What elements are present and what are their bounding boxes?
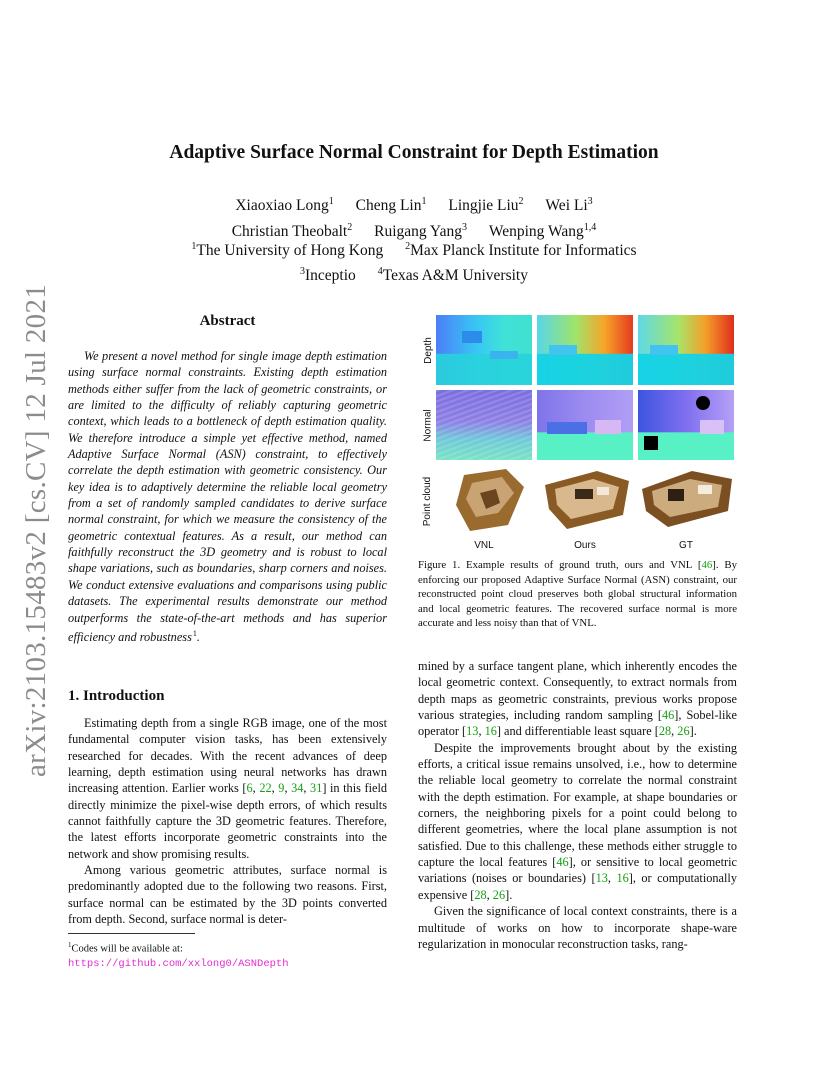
point-cloud-vnl (436, 465, 532, 537)
affiliation: $^4$Texas A&M University (377, 266, 528, 285)
paragraph: mined by a surface tangent plane, which inherently encodes the local geometric context. Consequently, to extract normals from depth maps as geometric constraints, previous works propose various strategies, including random sampling [46], Sobel-like operator [13, 16] and differentiable least square [28, 26]. (418, 659, 737, 739)
author: Xiaoxiao Long$^1$ (235, 196, 334, 215)
citation-link[interactable]: 28 (658, 724, 672, 739)
code-link[interactable]: https://github.com/xxlong0/ASNDepth (68, 957, 289, 970)
citation-link[interactable]: 28 (474, 887, 487, 902)
arxiv-stamp-text: arXiv:2103.15483v2 [cs.CV] 12 Jul 2021 (20, 283, 53, 777)
section-heading: 1. Introduction (68, 688, 165, 704)
paper-title: Adaptive Surface Normal Constraint for Depth Estimation (169, 142, 659, 163)
point-cloud-ours-shape (537, 465, 633, 537)
author: Cheng Lin$^1$ (355, 196, 427, 215)
author: Wei Li$^3$ (545, 196, 593, 215)
citation-link[interactable]: 16 (616, 871, 629, 886)
normal-map-ours (537, 390, 633, 460)
depth-map-gt (638, 315, 734, 385)
citation-link[interactable]: 46 (556, 855, 569, 870)
citation-link[interactable]: 46 (661, 708, 675, 723)
col-label-vnl: VNL (474, 540, 494, 551)
author: Christian Theobalt$^2$ (231, 222, 353, 241)
row-label-normal: Normal (422, 408, 434, 442)
citation-link[interactable]: 26 (492, 887, 506, 902)
point-cloud-ours (537, 465, 633, 537)
citation-link[interactable]: 34 (291, 781, 304, 796)
affiliation: $^3$Inceptio (300, 266, 356, 285)
affiliation-list (0, 236, 828, 286)
citation-link[interactable]: 6 (246, 781, 253, 796)
depth-map-vnl (436, 315, 532, 385)
footnote-rule (68, 933, 195, 934)
paragraph: Given the significance of local context constraints, there is a multitude of works on how to incorporate shape-ware regularization in monocular reconstruction tasks, rang- (418, 904, 737, 951)
citation-link[interactable]: 16 (484, 724, 497, 739)
figure-1 (418, 312, 740, 562)
citation-link[interactable]: 46 (701, 559, 713, 571)
paragraph: Despite the improvements brought about by the existing efforts, a critical issue remains unsolved, i.e., how to determine the reliable local geometry to correlate the normal constraint with the depth estimation. For example, at shape boundaries or corners, the neighboring pixels for a point could belong to different geometries, where the local plane assumption is not satisfied. Due to this challenge, these methods either struggle to capture the local features [46], or sensitive to local geometric variations (noises or boundaries) [13, 16], or computationally expensive [28, 26]. (418, 740, 737, 902)
author: Wenping Wang$^{1,4}$ (488, 222, 597, 241)
normal-map-gt (638, 390, 734, 460)
col-label-ours: Ours (574, 540, 596, 551)
citation-link[interactable]: 13 (595, 871, 608, 886)
author-row (0, 191, 828, 217)
author: Lingjie Liu$^2$ (448, 196, 524, 215)
col-label-gt: GT (679, 540, 693, 551)
depth-map-ours (537, 315, 633, 385)
citation-link[interactable]: 13 (466, 724, 479, 739)
arxiv-stamp (17, 283, 57, 777)
row-label-depth: Depth (422, 336, 434, 364)
normal-map-vnl (436, 390, 532, 460)
citation-link[interactable]: 9 (278, 781, 285, 796)
left-column-body (68, 715, 387, 927)
author: Ruigang Yang$^3$ (374, 222, 467, 241)
point-cloud-gt (638, 465, 734, 537)
paragraph: Among various geometric attributes, surface normal is predominantly adopted due to the following two reasons. First, surface normal can be estimated by the 3D points converted from depth. Second, surface normal is deter- (68, 863, 387, 927)
citation-link[interactable]: 31 (310, 781, 323, 796)
point-cloud-vnl-shape (436, 465, 532, 537)
figure-caption: Figure 1. Example results of ground truth, ours and VNL [46]. By enforcing our proposed Adaptive Surface Normal (ASN) constraint, our reconstructed point cloud preserves both global structural information and local geometric features. The recovered surface normal is more accurate and less noisy than that of VNL. (418, 559, 737, 630)
paragraph: Estimating depth from a single RGB image, one of the most fundamental computer vision tasks, has been extensively researched for decades. With the recent advances of deep learning, depth estimation using neural networks has drawn increasing attention. Earlier works [6, 22, 9, 34, 31] in this field directly minimize the pixel-wise depth errors, of which results cannot faithfully capture the 3D geometric features. Therefore, the latest efforts incorporate geometric constraints into the network and show promising results. (68, 716, 388, 861)
affiliation-row (0, 261, 828, 286)
point-cloud-gt-shape (638, 465, 734, 537)
abstract-text: We present a novel method for single image depth estimation using surface normal constraints. Existing depth estimation methods either suffer from the lack of geometric constraints, or are limited to the difficulty of reliably capturing geometric context, which leads to a bottleneck of depth estimation quality. We therefore introduce a simple yet effective method, named Adaptive Surface Normal (ASN) constraint, to effectively correlate the depth estimation with geometric consistency. Our key idea is to adaptively determine the reliable local geometry from a set of randomly sampled candidates to derive surface normal constraint, for which we measure the consistency of the geometric contextual features. As a result, our method can faithfully reconstruct the 3D geometry and is robust to local shape variations, such as boundaries, sharp corners and noises. We conduct extensive evaluations and comparisons using public datasets. The experimental results demonstrate our method outperforms the state-of-the-art methods and has superior efficiency and robustness $^1$. (68, 349, 387, 644)
right-column-body (418, 658, 737, 952)
affiliation: $^2$Max Planck Institute for Informatics (405, 241, 637, 260)
abstract-heading: Abstract (199, 313, 256, 329)
row-label-point-cloud: Point cloud (422, 476, 434, 526)
citation-link[interactable]: 26 (677, 724, 690, 739)
footnote: $^1$Codes will be available at: https://github.com/xxlong0/ASNDepth (68, 941, 289, 970)
citation-link[interactable]: 22 (259, 781, 272, 796)
affiliation: $^1$The University of Hong Kong (191, 241, 384, 260)
affiliation-row (0, 236, 828, 261)
